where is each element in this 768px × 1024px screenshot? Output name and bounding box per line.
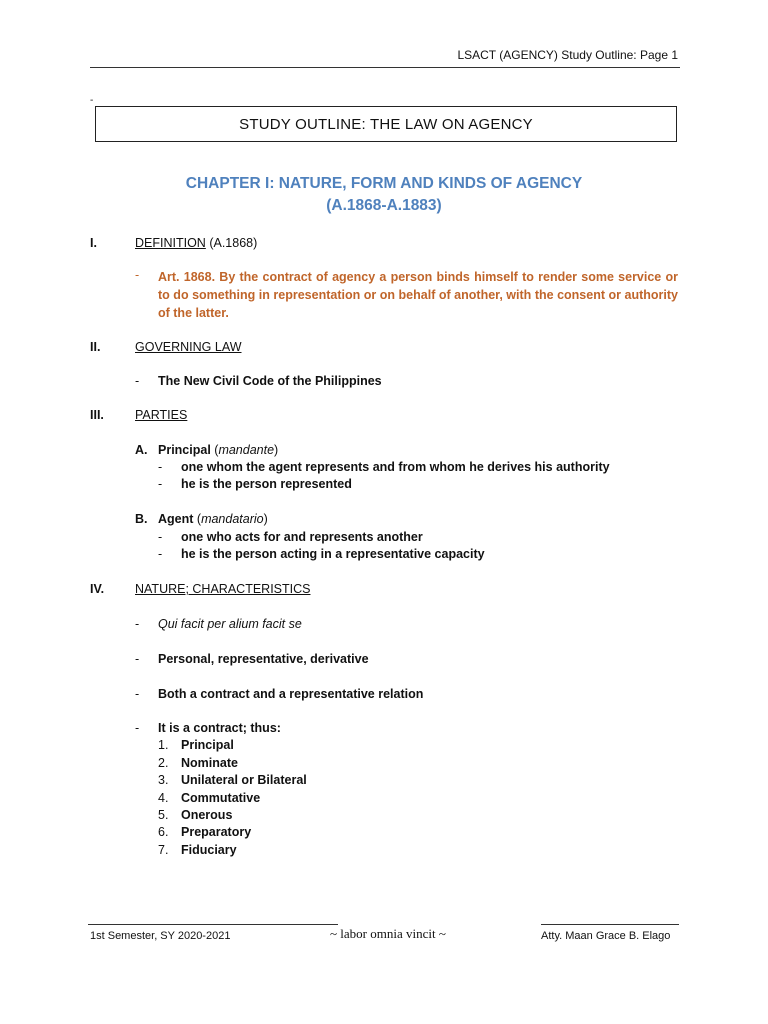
- list-number: 6.: [158, 825, 169, 839]
- contract-trait: Preparatory: [181, 825, 252, 839]
- section-title-suffix: (A.1868): [205, 236, 258, 250]
- section-title-governing-law: GOVERNING LAW: [135, 340, 242, 354]
- nature-item: Personal, representative, derivative: [158, 652, 369, 666]
- list-dash: -: [158, 477, 163, 491]
- nature-item: Both a contract and a representative relation: [158, 687, 424, 701]
- footer-semester: 1st Semester, SY 2020-2021: [90, 930, 231, 942]
- party-term: mandante: [218, 443, 275, 457]
- list-dash: -: [135, 652, 140, 666]
- contract-trait: Fiduciary: [181, 843, 237, 857]
- section-title-definition: [135, 236, 257, 250]
- list-number: 5.: [158, 808, 169, 822]
- list-dash: -: [135, 687, 140, 701]
- list-dash: -: [135, 374, 140, 388]
- party-term: mandatario: [201, 512, 264, 526]
- contract-trait: Onerous: [181, 808, 233, 822]
- list-item: one who acts for and represents another: [181, 530, 423, 544]
- nature-item: Qui facit per alium facit se: [158, 617, 302, 631]
- list-number: 7.: [158, 843, 169, 857]
- party-name: Agent: [158, 512, 194, 526]
- page-header: LSACT (AGENCY) Study Outline: Page 1: [457, 48, 678, 62]
- chapter-range: (A.1868-A.1883): [326, 197, 442, 214]
- section-title-nature: NATURE; CHARACTERISTICS: [135, 582, 311, 596]
- footer-rule-left: [88, 924, 338, 925]
- list-item: he is the person acting in a representative capacity: [181, 547, 485, 561]
- party-label-b: B.: [135, 512, 148, 526]
- document-title: [95, 106, 677, 142]
- section-numeral-1: I.: [90, 236, 97, 250]
- contract-trait: Unilateral or Bilateral: [181, 773, 307, 787]
- list-dash: -: [135, 617, 140, 631]
- governing-law-item: The New Civil Code of the Philippines: [158, 374, 382, 388]
- footer-rule-right: [541, 924, 679, 925]
- nature-item: It is a contract; thus:: [158, 721, 281, 735]
- party-principal: Principal (mandante): [158, 443, 279, 457]
- footer-author: Atty. Maan Grace B. Elago: [541, 930, 671, 942]
- header-rule: [90, 67, 680, 68]
- footer-motto: ~ labor omnia vincit ~: [330, 926, 446, 941]
- article-1868-text: Art. 1868. By the contract of agency a person binds himself to render some service or to do something in representation or on behalf of another, with the consent or authority of the latter.: [158, 270, 678, 320]
- list-dash: -: [158, 530, 163, 544]
- section-numeral-3: III.: [90, 408, 104, 422]
- contract-trait: Commutative: [181, 791, 261, 805]
- section-numeral-4: IV.: [90, 582, 105, 596]
- list-number: 4.: [158, 791, 169, 805]
- list-dash: -: [158, 547, 163, 561]
- party-name: Principal: [158, 443, 211, 457]
- list-dash: -: [158, 460, 163, 474]
- list-number: 1.: [158, 738, 169, 752]
- section-title-parties: PARTIES: [135, 408, 188, 422]
- section-title-text: DEFINITION: [135, 236, 206, 250]
- contract-trait: Nominate: [181, 756, 238, 770]
- section-numeral-2: II.: [90, 340, 101, 354]
- party-label-a: A.: [135, 443, 148, 457]
- article-dash: -: [135, 268, 140, 282]
- list-number: 3.: [158, 773, 169, 787]
- list-item: he is the person represented: [181, 477, 352, 491]
- chapter-heading: CHAPTER I: NATURE, FORM AND KINDS OF AGENCY: [185, 175, 583, 192]
- contract-trait: Principal: [181, 738, 234, 752]
- list-number: 2.: [158, 756, 169, 770]
- party-agent: Agent (mandatario): [158, 512, 268, 526]
- stray-mark: -: [90, 95, 94, 106]
- list-item: one whom the agent represents and from whom he derives his authority: [181, 460, 610, 474]
- document-title-text: STUDY OUTLINE: THE LAW ON AGENCY: [239, 115, 533, 133]
- list-dash: -: [135, 721, 140, 735]
